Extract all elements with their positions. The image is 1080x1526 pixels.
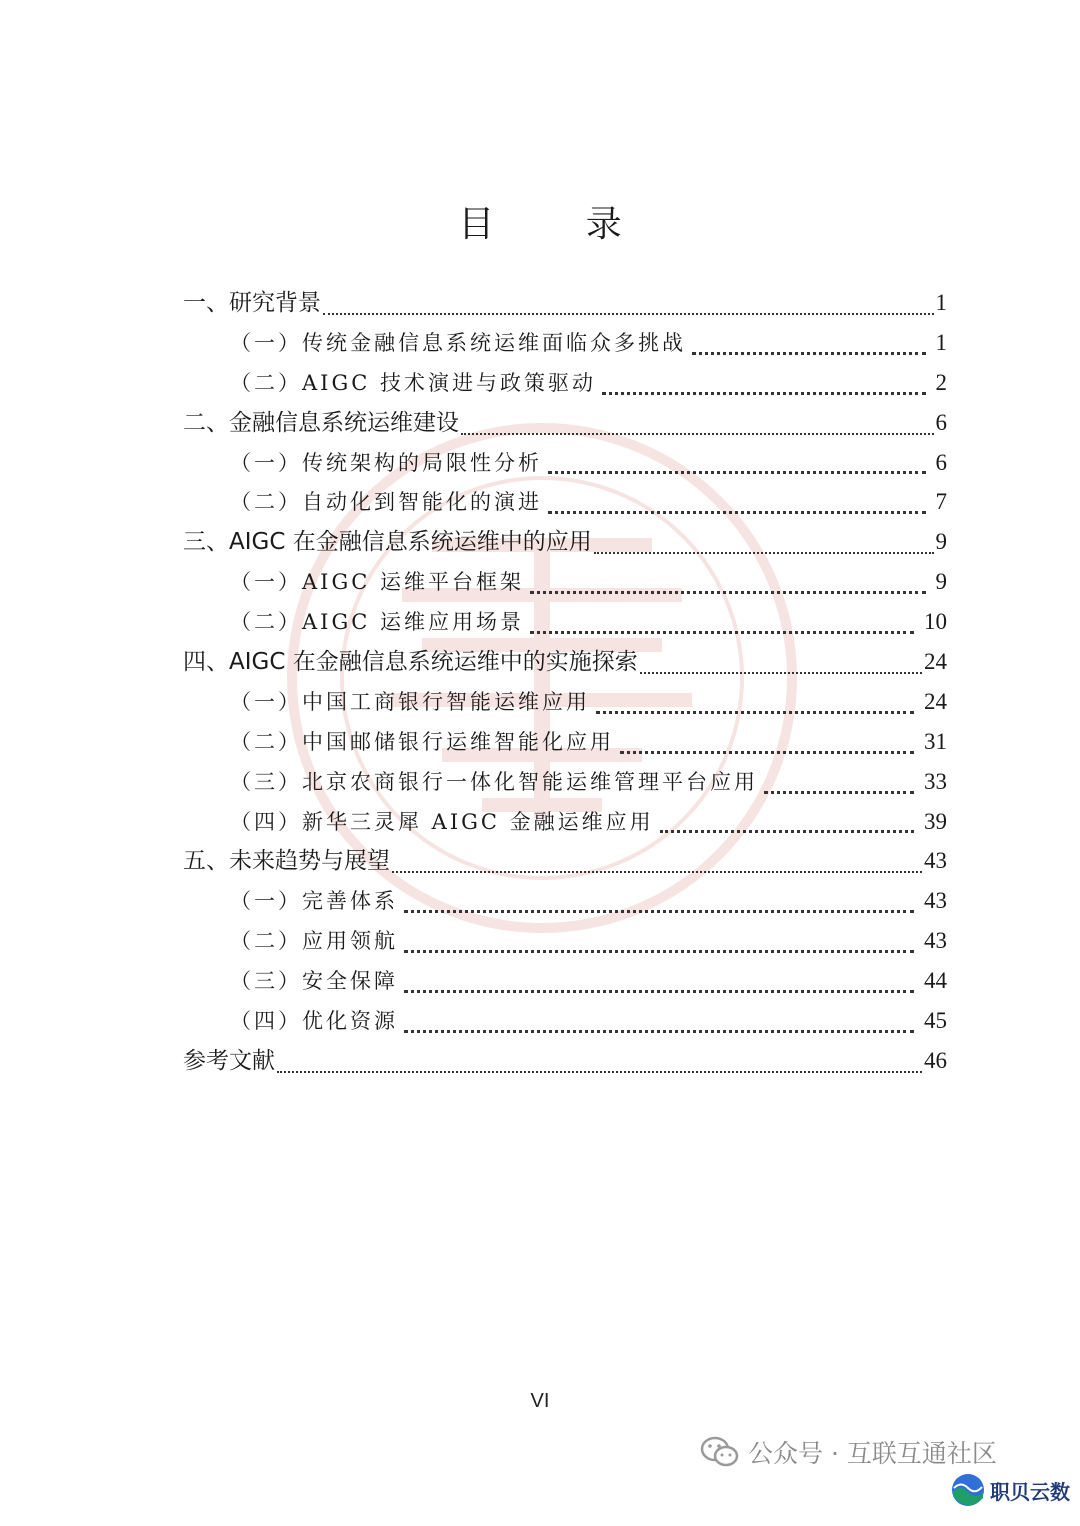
dot-leader [620, 737, 914, 754]
dot-leader [640, 658, 922, 674]
toc-entry-label: （一）传统架构的局限性分析 [230, 450, 542, 475]
dot-leader [596, 697, 914, 714]
toc-entry-page: 31 [924, 728, 947, 754]
toc-entry-label: （一）完善体系 [230, 889, 398, 914]
wave-logo-icon [950, 1472, 986, 1508]
dot-leader [692, 338, 926, 355]
dot-leader [404, 896, 914, 913]
page-number: VI [530, 1390, 550, 1412]
toc-entry-page: 1 [935, 290, 947, 315]
toc-entry-label: 四、AIGC 在金融信息系统运维中的实施探索 [183, 649, 638, 676]
toc-subsection-entry[interactable] [183, 881, 947, 921]
toc-entry-label: （四）新华三灵犀 AIGC 金融运维应用 [230, 809, 654, 834]
toc-entry-page: 2 [935, 369, 947, 395]
brand-text: 职贝云数 [990, 1479, 1070, 1504]
toc-entry-page: 9 [935, 529, 947, 555]
toc-subsection-entry[interactable] [183, 682, 947, 722]
toc-entry-page: 6 [935, 449, 947, 475]
toc-section-entry[interactable] [183, 522, 947, 562]
toc-subsection-entry[interactable] [183, 323, 947, 363]
toc-entry-page: 6 [935, 409, 947, 435]
toc-entry-page: 43 [924, 888, 947, 914]
toc-subsection-entry[interactable] [183, 921, 947, 961]
toc-subsection-entry[interactable] [183, 1001, 947, 1041]
toc-subsection-entry[interactable] [183, 961, 947, 1001]
toc-entry-label: （二）AIGC 技术演进与政策驱动 [230, 370, 596, 395]
toc-entry-page: 44 [924, 968, 947, 994]
toc-entry-label: 三、AIGC 在金融信息系统运维中的应用 [183, 529, 592, 556]
toc-entry-page: 10 [924, 609, 947, 635]
toc-entry-label: （二）自动化到智能化的演进 [230, 490, 542, 515]
toc-subsection-entry[interactable] [183, 722, 947, 762]
dot-leader [548, 457, 926, 474]
toc-entry-page: 7 [935, 489, 947, 515]
toc-subsection-entry[interactable] [183, 602, 947, 642]
toc-entry-page: 45 [924, 1008, 947, 1034]
toc-entry-label: （二）应用领航 [230, 929, 398, 954]
toc-subsection-entry[interactable] [183, 802, 947, 842]
toc-section-entry[interactable] [183, 841, 947, 881]
wechat-icon [700, 1436, 740, 1468]
dot-leader [530, 617, 914, 634]
toc-subsection-entry[interactable] [183, 443, 947, 483]
dot-leader [404, 976, 914, 993]
toc-entry-label: （一）AIGC 运维平台框架 [230, 570, 524, 595]
dot-leader [404, 936, 914, 953]
toc-subsection-entry[interactable] [183, 482, 947, 522]
toc-entry-label: （一）传统金融信息系统运维面临众多挑战 [230, 330, 686, 355]
toc-entry-page: 46 [924, 1047, 947, 1073]
toc-entry-label: （三）安全保障 [230, 969, 398, 994]
dot-leader [277, 1057, 922, 1073]
toc-entry-page: 24 [924, 649, 947, 675]
toc-entry-page: 24 [924, 688, 947, 714]
footer-text: 公众号 · 互联互通社区 [748, 1439, 997, 1468]
dot-leader [461, 419, 934, 435]
toc-subsection-entry[interactable] [183, 762, 947, 802]
dot-leader [764, 777, 914, 794]
dot-leader [404, 1016, 914, 1033]
dot-leader [660, 816, 914, 833]
table-of-contents [183, 283, 947, 1081]
toc-entry-label: （二）AIGC 运维应用场景 [230, 610, 524, 635]
brand-logo [950, 1464, 1076, 1516]
toc-section-entry[interactable] [183, 403, 947, 443]
toc-entry-page: 33 [924, 768, 947, 794]
dot-leader [323, 299, 934, 315]
toc-entry-label: （一）中国工商银行智能运维应用 [230, 689, 590, 714]
toc-title: 目 录 [458, 204, 662, 245]
toc-subsection-entry[interactable] [183, 363, 947, 403]
toc-section-entry[interactable] [183, 1041, 947, 1081]
toc-entry-page: 1 [935, 329, 947, 355]
toc-entry-label: （三）北京农商银行一体化智能运维管理平台应用 [230, 769, 758, 794]
toc-entry-label: 参考文献 [183, 1047, 275, 1074]
toc-subsection-entry[interactable] [183, 562, 947, 602]
dot-leader [594, 538, 934, 554]
toc-entry-label: 一、研究背景 [183, 290, 321, 316]
toc-entry-page: 43 [924, 928, 947, 954]
toc-entry-page: 9 [935, 569, 947, 595]
toc-entry-label: 二、金融信息系统运维建设 [183, 409, 459, 436]
dot-leader [530, 577, 926, 594]
toc-entry-label: 五、未来趋势与展望 [183, 848, 390, 875]
toc-entry-label: （二）中国邮储银行运维智能化应用 [230, 729, 614, 754]
toc-entry-page: 39 [924, 808, 947, 834]
toc-entry-page: 43 [924, 848, 947, 874]
dot-leader [602, 378, 926, 395]
toc-section-entry[interactable] [183, 642, 947, 682]
dot-leader [548, 497, 926, 514]
toc-entry-label: （四）优化资源 [230, 1009, 398, 1034]
dot-leader [392, 857, 922, 873]
toc-section-entry[interactable] [183, 283, 947, 323]
